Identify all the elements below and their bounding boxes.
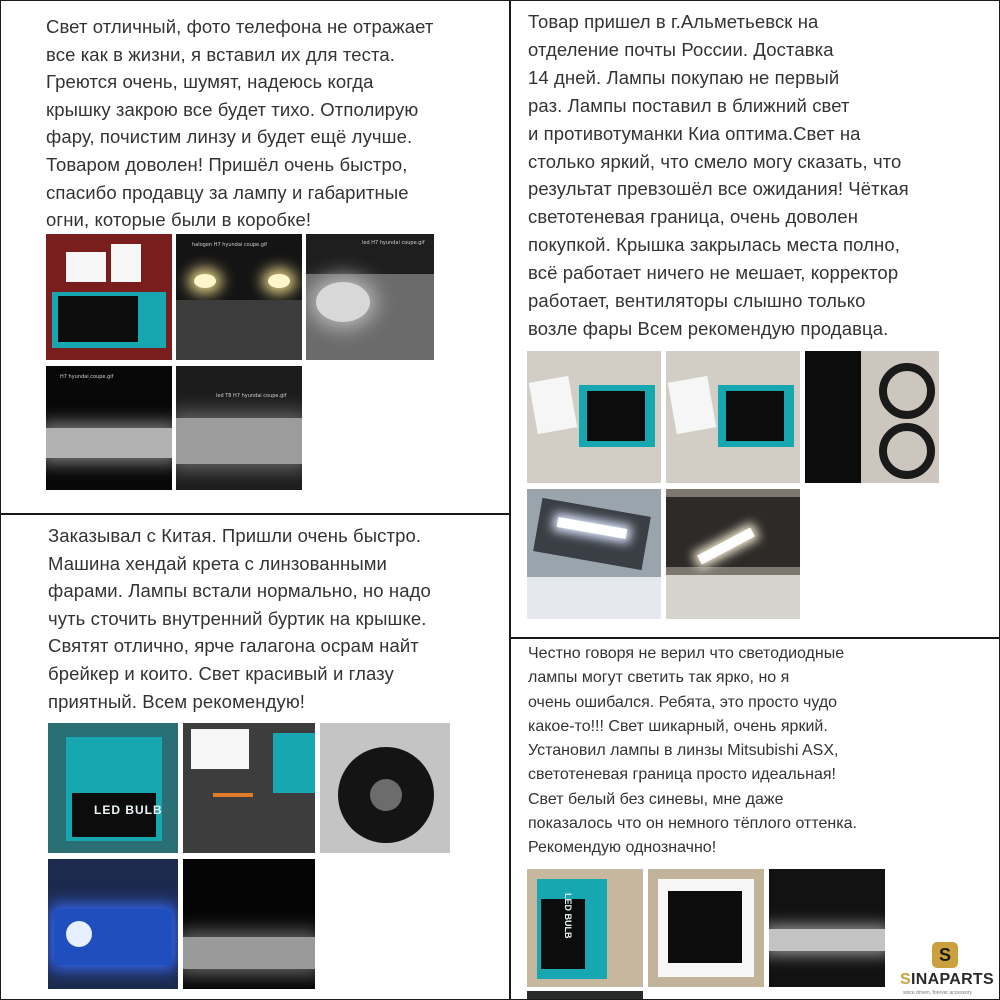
review-photo[interactable] [666,489,800,619]
review-photo[interactable] [46,234,172,360]
review-photo[interactable] [805,351,939,483]
logo-name: SINAPARTS [900,971,994,988]
logo-tagline: since driven, forever accessory [903,990,972,996]
review-photo[interactable] [666,351,800,483]
review-text: Заказывал с Китая. Пришли очень быстро. Машина хендай крета с линзованными фарами. Лампы встали нормально, но надо чуть сточить внутренний буртик на крышке. Святят отлично, ярче галагона осрам найт брейкер и които. Свет красивый и глазу приятный. Всем рекомендую! [48,525,431,712]
review-card-3 [0,514,510,1000]
brand-logo [898,940,998,998]
review-photo[interactable]: LED BULB [527,869,643,987]
review-photo[interactable] [527,351,661,483]
review-photo[interactable]: LED BULB [48,723,178,853]
review-photo[interactable] [769,869,885,987]
review-photo[interactable] [527,489,661,619]
logo-mark-icon: S [932,942,958,968]
review-text: Товар пришел в г.Альметьевск на отделение почты России. Доставка 14 дней. Лампы покупаю не первый раз. Лампы поставил в ближний свет и противотуманки Киа оптима.Свет на столько яркий, что смело могу сказать, что результат превзошёл все ожидания! Чёткая светотеневая граница, очень доволен покупкой. Крышка закрылась места полно, всё работает ничего не мешает, корректор работает, вентиляторы слышно только возле фары Всем рекомендую продавца. [528,11,909,339]
review-card-1 [0,0,510,514]
review-photo[interactable] [320,723,450,853]
review-photo[interactable] [48,859,178,989]
review-text: Свет отличный, фото телефона не отражает все как в жизни, я вставил их для теста. Греются очень, шумят, надеюсь когда крышку закрою все будет тихо. Отполирую фару, почистим линзу и будет ещё лучше. Товаром доволен! Пришёл очень быстро, спасибо продавцу за лампу и габаритные огни, которые были в коробке! [46,16,434,231]
review-photo[interactable]: H7 hyundai coupe.gif [46,366,172,490]
review-photo[interactable] [183,723,315,853]
review-photo[interactable]: halogen H7 hyundai coupe.gif [176,234,302,360]
review-text: Честно говоря не верил что светодиодные лампы могут светить так ярко, но я очень ошибался. Ребята, это просто чудо какое-то!!! Свет шикарный, очень яркий. Установил лампы в линзы Mitsubishi ASX, светотеневая граница просто идеальная! Свет белый без синевы, мне даже показалось что он немного тёплого оттенка. Рекомендую однозначно! [528,645,857,857]
review-photo[interactable] [527,991,643,1000]
review-photo[interactable]: led T8 H7 hyundai coupe.gif [176,366,302,490]
review-photo[interactable] [648,869,764,987]
review-photo[interactable] [183,859,315,989]
review-photo[interactable]: led H7 hyundai coupe.gif [306,234,434,360]
review-card-2 [510,0,1000,638]
